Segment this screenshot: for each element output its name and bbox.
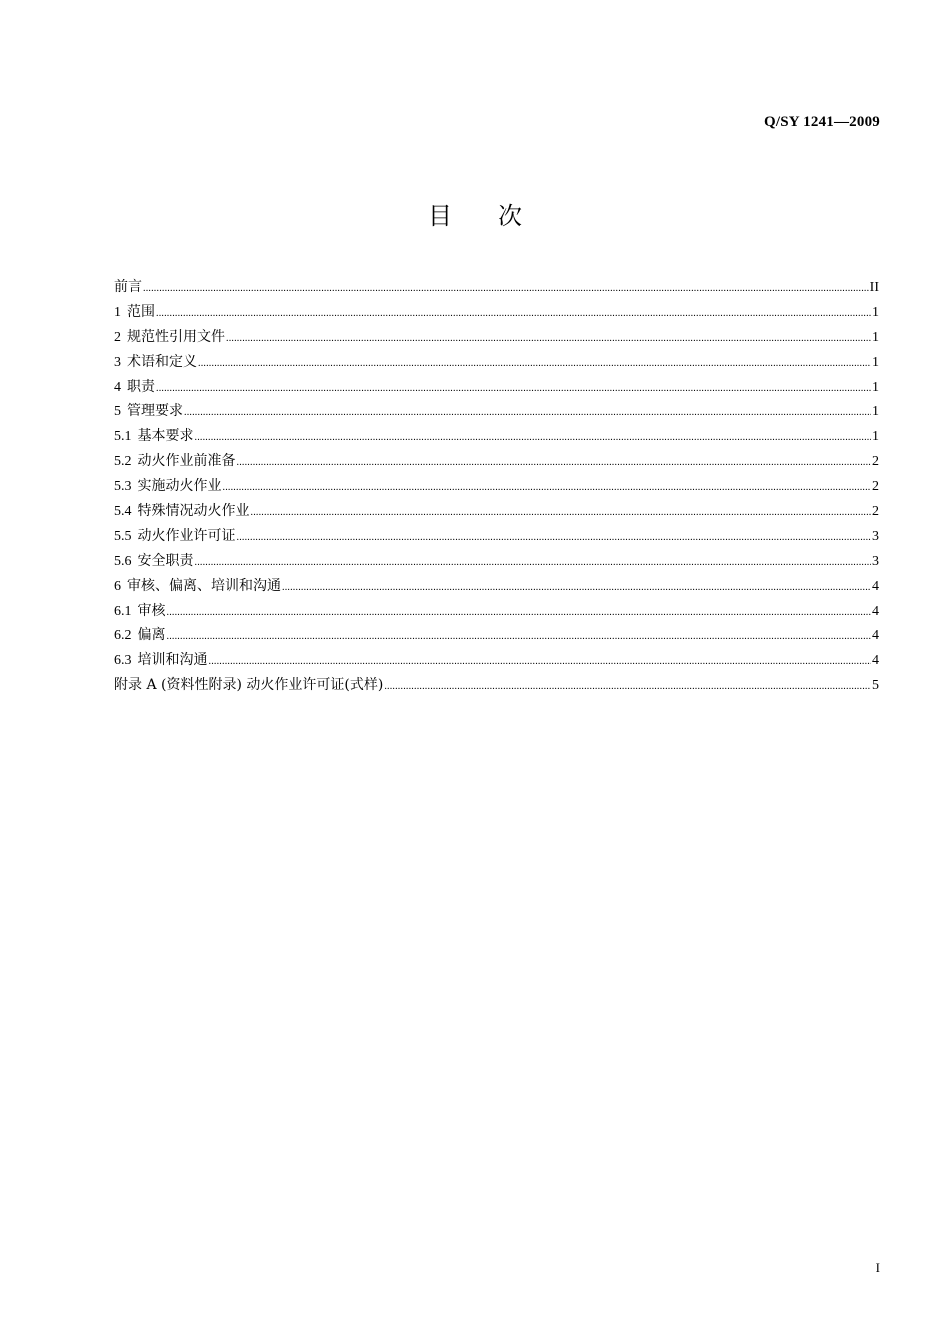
toc-entry-number: 6.1 [114, 603, 132, 619]
toc-dot-leader [195, 551, 872, 576]
toc-dot-leader [143, 277, 869, 302]
toc-title-part1: 目 [428, 202, 452, 230]
toc-entry[interactable] [114, 424, 879, 449]
toc-dot-leader [237, 526, 872, 551]
toc-entry-number: 5.1 [114, 429, 132, 445]
toc-entry-label [114, 599, 166, 625]
toc-entry-number: 5 [114, 404, 121, 420]
toc-entry-label [114, 449, 236, 475]
toc-entry-page: 2 [872, 454, 879, 470]
toc-entry-page: 2 [872, 479, 879, 495]
toc-dot-leader [226, 327, 871, 352]
toc-entry-label [114, 275, 142, 301]
toc-entry-label [114, 623, 166, 649]
toc-entry[interactable] [114, 648, 879, 673]
toc-entry-page: 4 [872, 653, 879, 669]
toc-entry-text: 安全职责 [137, 552, 194, 569]
toc-entry[interactable] [114, 599, 879, 624]
toc-entry[interactable] [114, 623, 879, 648]
toc-entry-number: 1 [114, 304, 121, 320]
toc-entry-number: 5.2 [114, 454, 132, 470]
toc-entry-label [114, 399, 183, 425]
toc-entry[interactable] [114, 300, 879, 325]
toc-entry-text: 动火作业许可证 [137, 527, 236, 544]
toc-entry-page: 4 [872, 628, 879, 644]
toc-entry-number: 6 [114, 578, 121, 594]
toc-entry-page: 1 [872, 404, 879, 420]
toc-dot-leader [156, 377, 871, 402]
toc-entry-label [114, 648, 208, 674]
toc-entry[interactable] [114, 325, 879, 350]
toc-entry-label [114, 474, 222, 500]
toc-entry-label [114, 673, 383, 699]
toc-entry-page: 1 [872, 429, 879, 445]
toc-entry-label [114, 499, 250, 525]
toc-entry-page: 5 [872, 678, 879, 694]
toc-entry[interactable] [114, 399, 879, 424]
toc-dot-leader [282, 576, 871, 601]
toc-entry[interactable] [114, 474, 879, 499]
toc-entry-page: 1 [872, 379, 879, 395]
toc-entry-number: 6.3 [114, 653, 132, 669]
toc-dot-leader [384, 675, 871, 700]
toc-entry-text: 范围 [127, 303, 155, 320]
toc-entry-page: 3 [872, 553, 879, 569]
toc-entry-page: 4 [872, 603, 879, 619]
toc-entry-text: 审核、偏离、培训和沟通 [127, 577, 281, 594]
toc-dot-leader [167, 601, 872, 626]
toc-title [0, 196, 950, 231]
document-code: Q/SY 1241—2009 [763, 114, 880, 130]
toc-entry-page: 4 [872, 578, 879, 594]
toc-entry-page: 3 [872, 528, 879, 544]
toc-entry[interactable] [114, 275, 879, 300]
toc-entry-number: 3 [114, 354, 121, 370]
toc-entry-text: 培训和沟通 [137, 652, 208, 669]
toc-entry-label [114, 300, 155, 326]
toc-entry[interactable] [114, 375, 879, 400]
toc-entry-text: 偏离 [137, 627, 166, 644]
toc-list [114, 275, 879, 698]
toc-entry-text: 术语和定义 [127, 353, 197, 370]
toc-dot-leader [209, 650, 872, 675]
toc-dot-leader [156, 302, 871, 327]
toc-entry-text: 规范性引用文件 [127, 328, 225, 345]
toc-entry-number: 4 [114, 379, 121, 395]
toc-entry-number: 5.4 [114, 504, 132, 520]
toc-entry[interactable] [114, 574, 879, 599]
toc-entry[interactable] [114, 673, 879, 698]
toc-entry-page: 2 [872, 504, 879, 520]
toc-dot-leader [223, 476, 872, 501]
toc-entry-label [114, 549, 194, 575]
toc-dot-leader [251, 501, 872, 526]
toc-entry-label [114, 325, 225, 351]
toc-entry-page: 1 [872, 304, 879, 320]
toc-entry[interactable] [114, 549, 879, 574]
toc-dot-leader [184, 401, 871, 426]
toc-entry[interactable] [114, 499, 879, 524]
toc-entry[interactable] [114, 350, 879, 375]
toc-entry-text: 管理要求 [127, 403, 183, 420]
toc-entry-number: 5.6 [114, 553, 132, 569]
toc-dot-leader [198, 352, 871, 377]
toc-entry-label [114, 375, 155, 401]
toc-dot-leader [237, 451, 872, 476]
toc-entry-text: 实施动火作业 [137, 478, 222, 495]
toc-entry-number: 5.5 [114, 528, 132, 544]
toc-entry-text: 基本要求 [137, 428, 194, 445]
toc-entry-text: 审核 [137, 602, 166, 619]
page-number: I [875, 1260, 880, 1275]
toc-entry-text: 动火作业前准备 [137, 453, 236, 470]
toc-entry[interactable] [114, 524, 879, 549]
toc-entry-page: II [869, 280, 879, 295]
toc-entry-text: 前言 [114, 279, 142, 295]
toc-entry-number: 2 [114, 329, 121, 345]
toc-dot-leader [195, 426, 872, 451]
toc-entry-text: 职责 [127, 378, 155, 395]
toc-entry-number: 6.2 [114, 628, 132, 644]
toc-entry-label [114, 524, 236, 550]
toc-entry-page: 1 [872, 329, 879, 345]
toc-entry-label [114, 350, 197, 376]
toc-entry-label [114, 574, 281, 600]
toc-entry-page: 1 [872, 354, 879, 370]
toc-title-part2: 次 [498, 202, 522, 230]
toc-entry-text: 附录 A (资料性附录) 动火作业许可证(式样) [114, 677, 384, 694]
toc-entry-text: 特殊情况动火作业 [137, 503, 250, 520]
toc-dot-leader [167, 625, 872, 650]
toc-entry-number: 5.3 [114, 479, 132, 495]
toc-entry[interactable] [114, 449, 879, 474]
toc-entry-label [114, 424, 194, 450]
